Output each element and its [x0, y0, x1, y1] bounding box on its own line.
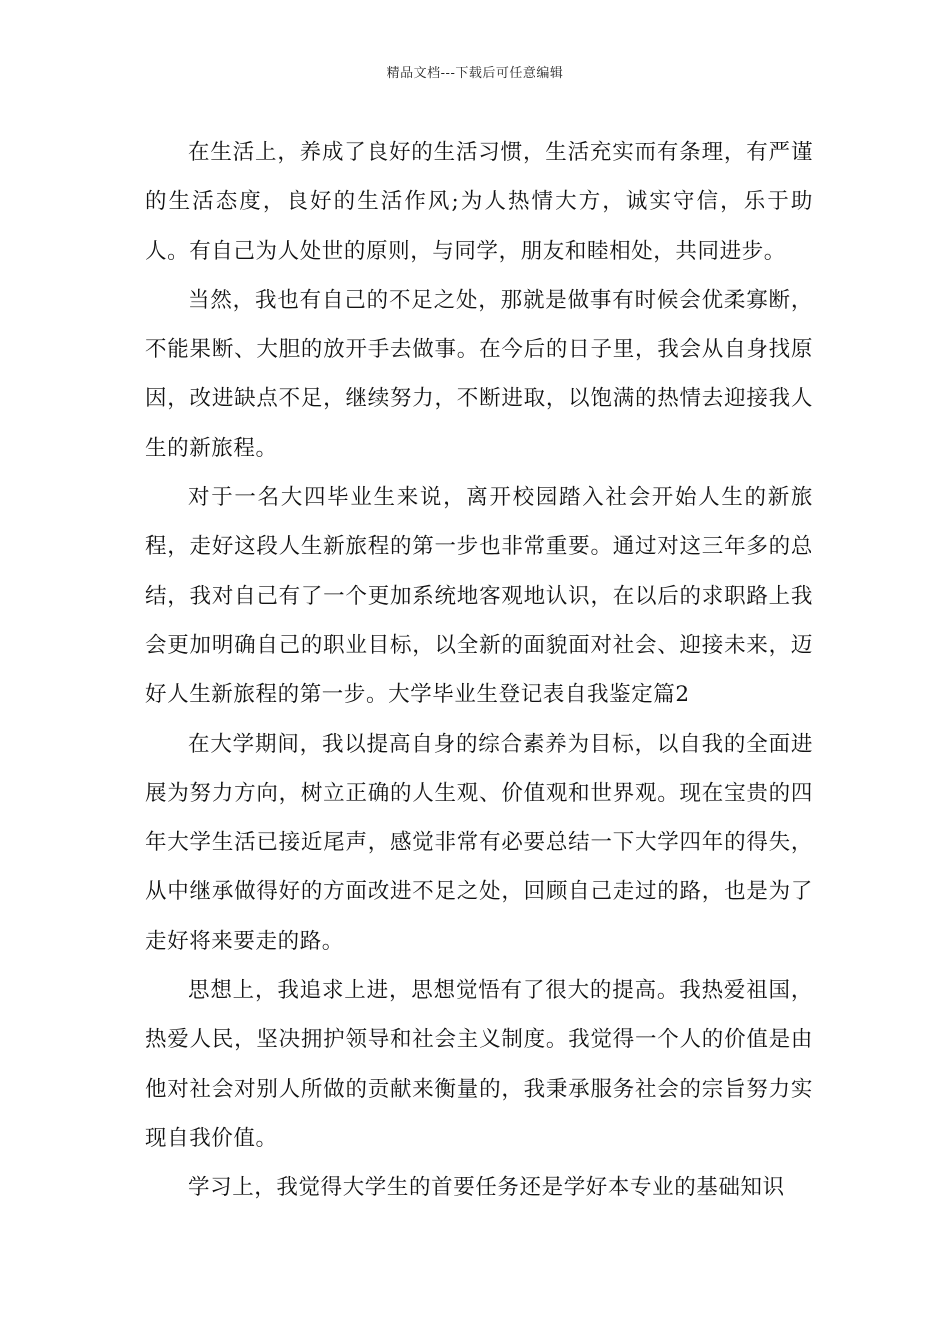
document-body — [145, 128, 813, 1213]
paragraph-shortcomings: 当然，我也有自己的不足之处，那就是做事有时候会优柔寡断，不能果断、大胆的放开手去做事。在今后的日子里，我会从自身找原因，改进缺点不足，继续努力，不断进取，以饱满的热情去迎接我人生的新旅程。 — [145, 287, 813, 461]
paragraph-graduate: 对于一名大四毕业生来说，离开校园踏入社会开始人生的新旅程，走好这段人生新旅程的第一步也非常重要。通过对这三年多的总结，我对自己有了一个更加系统地客观地认识，在以后的求职路上我会更加明确自己的职业目标，以全新的面貌面对社会、迎接未来，迈好人生新旅程的第一步。大学毕业生登记表自我鉴定篇2 — [145, 485, 813, 708]
paragraph-study: 学习上，我觉得大学生的首要任务还是学好本专业的基础知识 — [188, 1175, 785, 1201]
paragraph-university-period: 在大学期间，我以提高自身的综合素养为目标，以自我的全面进展为努力方向，树立正确的人生观、价值观和世界观。现在宝贵的四年大学生活已接近尾声，感觉非常有必要总结一下大学四年的得失，从中继承做得好的方面改进不足之处，回顾自己走过的路，也是为了走好将来要走的路。 — [145, 731, 813, 954]
paragraph-life: 在生活上，养成了良好的生活习惯，生活充实而有条理，有严谨的生活态度，良好的生活作风;为人热情大方，诚实守信，乐于助人。有自己为人处世的原则，与同学，朋友和睦相处，共同进步。 — [145, 140, 813, 264]
page-header: 精品文档---下载后可任意编辑 — [386, 66, 564, 81]
paragraph-ideology: 思想上，我追求上进，思想觉悟有了很大的提高。我热爱祖国，热爱人民，坚决拥护领导和社会主义制度。我觉得一个人的价值是由他对社会对别人所做的贡献来衡量的，我秉承服务社会的宗旨努力实现自我价值。 — [145, 978, 813, 1151]
